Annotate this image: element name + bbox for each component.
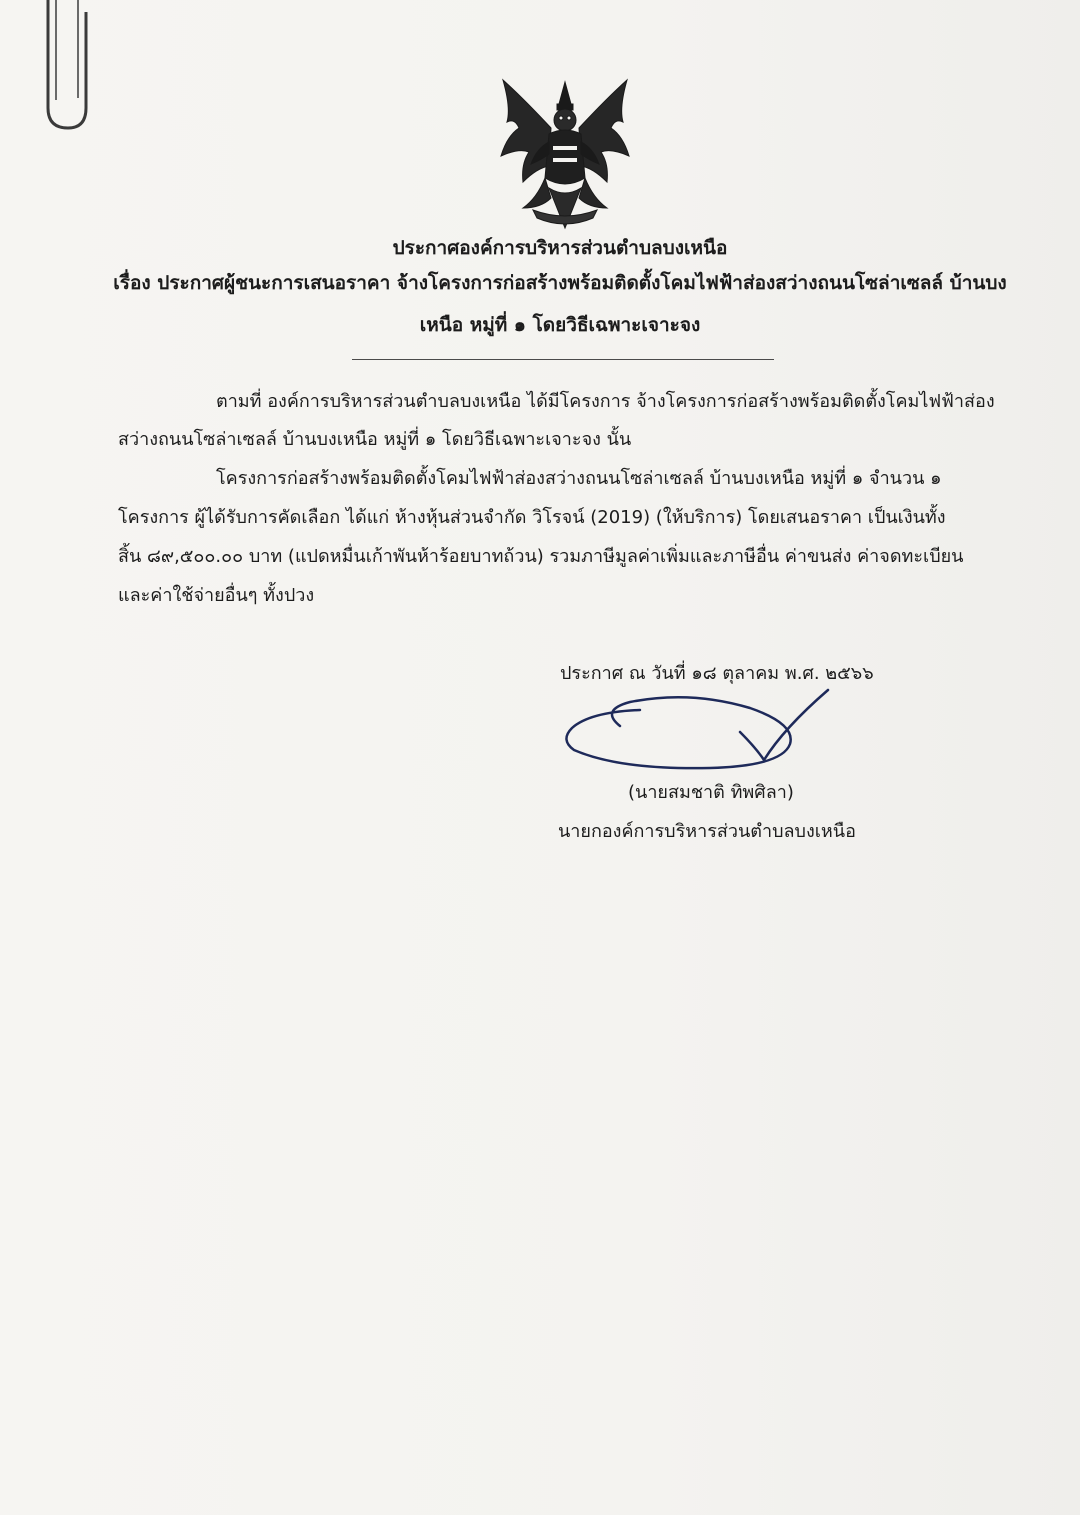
paragraph-1-line-2: สว่างถนนโซล่าเซลล์ บ้านบงเหนือ หมู่ที่ ๑ โดยวิธีเฉพาะเจาะจง นั้น bbox=[118, 429, 632, 450]
heading-divider bbox=[352, 359, 774, 360]
handwritten-signature bbox=[560, 688, 850, 778]
subject-line-continued: เหนือ หมู่ที่ ๑ โดยวิธีเฉพาะเจาะจง bbox=[419, 314, 701, 336]
announcement-date: ประกาศ ณ วันที่ ๑๘ ตุลาคม พ.ศ. ๒๕๖๖ bbox=[560, 663, 874, 684]
paragraph-2-line-3: สิ้น ๘๙,๕๐๐.๐๐ บาท (แปดหมื่นเก้าพันห้าร้อยบาทถ้วน) รวมภาษีมูลค่าเพิ่มและภาษีอื่น ค่าขนส่ง ค่าจดทะเบียน bbox=[118, 546, 964, 567]
signer-name: (นายสมชาติ ทิพศิลา) bbox=[628, 782, 794, 803]
paragraph-2-line-4: และค่าใช้จ่ายอื่นๆ ทั้งปวง bbox=[118, 585, 315, 606]
subject-line: เรื่อง ประกาศผู้ชนะการเสนอราคา จ้างโครงการก่อสร้างพร้อมติดตั้งโคมไฟฟ้าส่องสว่างถนนโซล่าเซลล์ บ้านบง bbox=[113, 272, 1007, 294]
garuda-emblem-icon bbox=[493, 78, 638, 233]
paragraph-2-line-2: โครงการ ผู้ได้รับการคัดเลือก ได้แก่ ห้างหุ้นส่วนจำกัด วิโรจน์ (2019) (ให้บริการ) โดยเสนอราคา เป็นเงินทั้ง bbox=[118, 507, 946, 528]
signer-position: นายกองค์การบริหารส่วนตำบลบงเหนือ bbox=[558, 821, 856, 842]
paragraph-1-line-1: ตามที่ องค์การบริหารส่วนตำบลบงเหนือ ได้มีโครงการ จ้างโครงการก่อสร้างพร้อมติดตั้งโคมไฟฟ้าส่อง bbox=[216, 391, 995, 412]
paragraph-2-line-1: โครงการก่อสร้างพร้อมติดตั้งโคมไฟฟ้าส่องสว่างถนนโซล่าเซลล์ บ้านบงเหนือ หมู่ที่ ๑ จำนวน ๑ bbox=[216, 468, 942, 489]
announcement-title: ประกาศองค์การบริหารส่วนตำบลบงเหนือ bbox=[392, 237, 728, 259]
paperclip-icon bbox=[34, 0, 94, 135]
